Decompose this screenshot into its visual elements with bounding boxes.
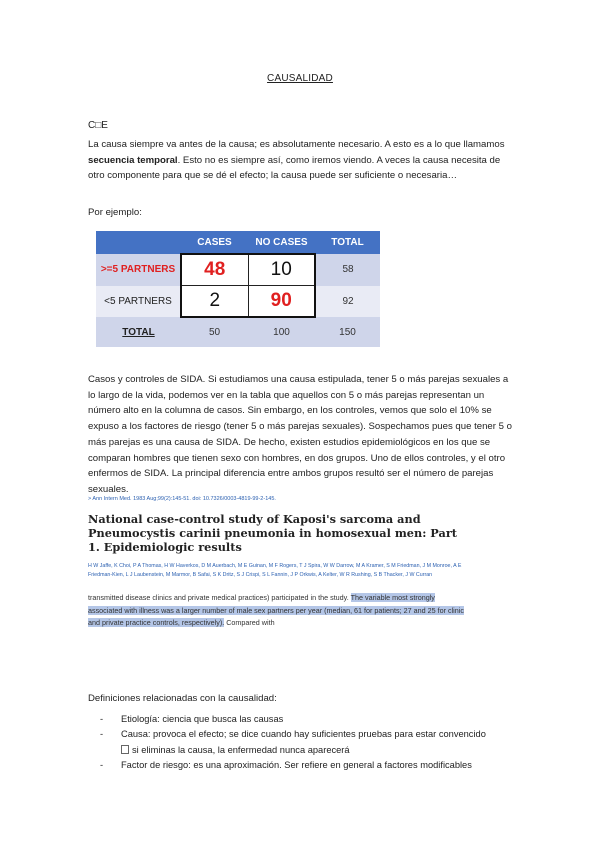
row-label: <5 PARTNERS bbox=[96, 286, 181, 318]
paper-title: National case-control study of Kaposi's sarcoma and Pneumocystis carinii pneumonia in homosexual men: Part 1. Epidemiologic results bbox=[88, 512, 457, 554]
header-cell-no-cases: NO CASES bbox=[248, 231, 315, 254]
list-item bbox=[100, 758, 520, 773]
definition-subtext: si eliminas la causa, la enfermedad nunca aparecerá bbox=[132, 744, 350, 755]
cell-cases: 50 bbox=[181, 317, 248, 347]
definitions-list bbox=[100, 712, 520, 773]
table-row bbox=[96, 254, 380, 286]
cell-total: 150 bbox=[315, 317, 380, 347]
definition-text: Factor de riesgo: es una aproximación. Ser refiere en general a factores modificables bbox=[121, 759, 472, 770]
list-dash: - bbox=[100, 759, 104, 770]
contingency-table bbox=[96, 231, 380, 347]
paper-citation-link[interactable]: > Ann Intern Med. 1983 Aug;99(2):145-51. doi: 10.7326/0003-4819-99-2-145. bbox=[88, 496, 276, 502]
cell-no-cases: 100 bbox=[248, 317, 315, 347]
example-label: Por ejemplo: bbox=[88, 207, 142, 218]
body-paragraph: Casos y controles de SIDA. Si estudiamos una causa estipulada, tener 5 o más parejas sexuales a lo largo de la vida, podemos ver en la tabla que aquellos con 5 o más parejas representan un número alto en la columna de casos. Sin embargo, en los controles, vemos que solo el 10% se expuso a los factores de riesgo (tener 5 o más parejas sexuales). Sospechamos pues que tener 5 o más parejas es una causa de SIDA. De hecho, existen estudios epidemiológicos en los que se comparan hombres que tienen sexo con hombres, en dos grupos. Uno de ellos controles, y el otro enfermos de SIDA. La principal diferencia entre ambos grupos resultó ser el número de parejas sexuales. bbox=[88, 374, 512, 495]
header-cell-blank bbox=[96, 231, 181, 254]
cell-no-cases: 10 bbox=[248, 254, 315, 286]
list-dash: - bbox=[100, 714, 104, 724]
excerpt-tail: Compared with bbox=[224, 618, 275, 627]
cell-total: 92 bbox=[315, 286, 380, 318]
intro-paragraph bbox=[88, 137, 513, 184]
header-cell-cases: CASES bbox=[181, 231, 248, 254]
paper-authors[interactable]: H W Jaffe, K Choi, P A Thomas, H W Haverkos, D M Auerbach, M E Guinan, M F Rogers, T J Spira, W W Darrow, M A Kramer, S M Friedman, J M Monroe, A E Friedman-Kien, L J Laubenstein, M Marmor, B Safai, S K Dritz, S J Crispi, S L Fannin, J P Orkwis, A Kelter, W R Rushing, S B Thacker, J W Curran bbox=[88, 563, 462, 578]
checkbox-icon bbox=[121, 745, 129, 754]
cell-total: 58 bbox=[315, 254, 380, 286]
list-item bbox=[100, 712, 520, 727]
section-heading: C□E bbox=[88, 120, 108, 131]
definition-text: Etiología: ciencia que busca las causas bbox=[121, 714, 284, 724]
table-row bbox=[96, 286, 380, 318]
definitions-title: Definiciones relacionadas con la causalidad: bbox=[88, 693, 277, 704]
cell-no-cases: 90 bbox=[248, 286, 315, 318]
header-cell-total: TOTAL bbox=[315, 231, 380, 254]
cell-cases: 48 bbox=[181, 254, 248, 286]
intro-bold-term: secuencia temporal bbox=[88, 154, 178, 166]
intro-text-2: . Esto no es siempre así, como iremos viendo. A veces la causa necesita de otro componente para que se dé el efecto; la causa puede ser suficiente o necesaria… bbox=[88, 154, 501, 182]
row-label-total: TOTAL bbox=[96, 317, 181, 347]
paper-excerpt bbox=[88, 592, 468, 630]
list-dash: - bbox=[100, 729, 104, 740]
excerpt-highlight: The variable most strongly associated with illness was a larger number of male sex partners per year (median, 61 for patients; 27 and 25 for clinic and private practice controls, respectively). bbox=[88, 593, 464, 627]
table-header-row bbox=[96, 231, 380, 254]
intro-text-1: La causa siempre va antes de la causa; es absolutamente necesario. A esto es a lo que llamamos bbox=[88, 139, 505, 150]
excerpt-text: transmitted disease clinics and private medical practices) participated in the study. bbox=[88, 593, 351, 602]
row-label: >=5 PARTNERS bbox=[96, 254, 181, 286]
cell-cases: 2 bbox=[181, 286, 248, 318]
paper-clipping bbox=[88, 496, 468, 630]
table-row bbox=[96, 317, 380, 347]
page-title: CAUSALIDAD bbox=[267, 73, 333, 84]
definition-text: Causa: provoca el efecto; se dice cuando hay suficientes pruebas para estar convencido bbox=[121, 729, 486, 740]
definition-subline bbox=[121, 743, 520, 758]
list-item bbox=[100, 727, 520, 758]
